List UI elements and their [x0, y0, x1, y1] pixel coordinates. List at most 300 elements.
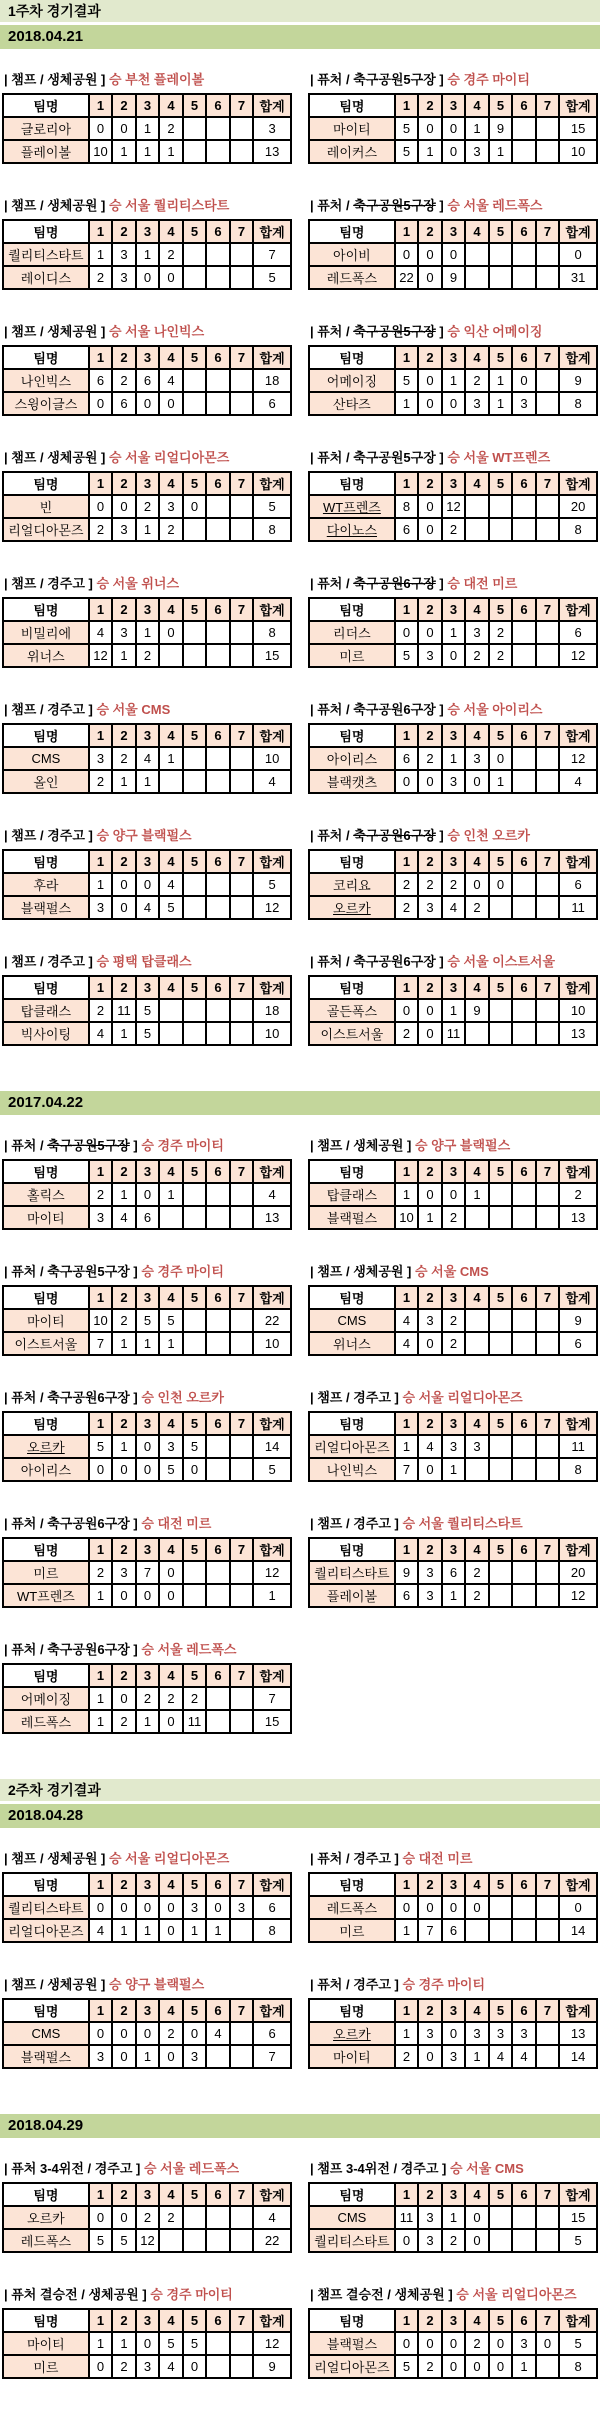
- inning-header-cell: 7: [230, 2309, 253, 2332]
- total-cell: 12: [253, 896, 291, 919]
- score-cell: [536, 2045, 559, 2068]
- total-header-cell: 합계: [559, 1160, 597, 1183]
- total-cell: 13: [559, 2022, 597, 2045]
- table-row: [3, 266, 291, 289]
- score-cell: 0: [442, 140, 465, 163]
- league-suffix-label: ]: [390, 1516, 403, 1531]
- score-cell: [489, 266, 512, 289]
- win-label: 승 서울 리얼디아몬즈: [402, 1390, 523, 1405]
- table-row: [309, 1896, 597, 1919]
- score-cell: 1: [395, 1435, 418, 1458]
- league-prefix-label: | 챔프 /: [4, 1977, 48, 1992]
- score-cell: 1: [442, 369, 465, 392]
- total-header-cell: 합계: [559, 94, 597, 117]
- team-header-cell: 팀명: [309, 1538, 395, 1561]
- win-label: 승 서울 리얼디아몬즈: [109, 1851, 230, 1866]
- league-suffix-label: ]: [435, 828, 448, 843]
- score-table-body: [3, 243, 291, 289]
- inning-header-cell: 4: [159, 472, 182, 495]
- score-cell: [512, 873, 535, 896]
- score-cell: [206, 1710, 229, 1733]
- header-row: [3, 472, 291, 495]
- right-column: [300, 69, 600, 1077]
- score-cell: [183, 117, 206, 140]
- score-cell: 4: [395, 1309, 418, 1332]
- score-cell: 3: [159, 1435, 182, 1458]
- score-cell: 0: [112, 2206, 135, 2229]
- inning-header-cell: 4: [465, 2309, 488, 2332]
- score-cell: 3: [112, 243, 135, 266]
- score-cell: 1: [112, 644, 135, 667]
- inning-header-cell: 2: [112, 1999, 135, 2022]
- score-cell: 1: [489, 369, 512, 392]
- inning-header-cell: 5: [489, 1286, 512, 1309]
- league-suffix-label: ]: [84, 954, 97, 969]
- score-cell: 0: [418, 266, 441, 289]
- inning-header-cell: 7: [230, 850, 253, 873]
- inning-header-cell: 6: [512, 472, 535, 495]
- inning-header-cell: 3: [442, 598, 465, 621]
- table-row: [3, 117, 291, 140]
- team-name-cell: 플레이볼: [3, 140, 89, 163]
- league-prefix-label: | 챔프 /: [310, 1516, 354, 1531]
- score-cell: 1: [489, 140, 512, 163]
- win-label: 승 양구 블랙펄스: [415, 1138, 511, 1153]
- score-cell: 3: [512, 392, 535, 415]
- match-caption: [4, 2158, 294, 2177]
- score-cell: 6: [442, 1919, 465, 1942]
- score-cell: 0: [183, 2022, 206, 2045]
- score-table: [2, 1285, 292, 1356]
- league-suffix-label: ]: [129, 1642, 142, 1657]
- score-table: [308, 2308, 598, 2379]
- inning-header-cell: 6: [512, 2309, 535, 2332]
- table-row: [309, 621, 597, 644]
- inning-header-cell: 3: [136, 1286, 159, 1309]
- inning-header-cell: 5: [183, 220, 206, 243]
- inning-header-cell: 5: [489, 1999, 512, 2022]
- team-name-link[interactable]: 다이노스: [309, 518, 395, 541]
- score-cell: [489, 1435, 512, 1458]
- score-cell: 4: [159, 369, 182, 392]
- score-cell: [512, 2229, 535, 2252]
- score-cell: 2: [442, 873, 465, 896]
- score-cell: 1: [89, 1710, 112, 1733]
- score-cell: [206, 2332, 229, 2355]
- inning-header-cell: 1: [395, 2183, 418, 2206]
- score-cell: [536, 2022, 559, 2045]
- score-cell: 5: [395, 117, 418, 140]
- total-header-cell: 합계: [253, 220, 291, 243]
- match-caption: [310, 1135, 598, 1154]
- inning-header-cell: 3: [442, 1160, 465, 1183]
- match-columns: [0, 1115, 600, 1765]
- inning-header-cell: 7: [230, 1286, 253, 1309]
- win-label: 승 서울 리얼디아몬즈: [109, 450, 230, 465]
- score-cell: 22: [395, 266, 418, 289]
- score-cell: [230, 1687, 253, 1710]
- score-cell: 0: [159, 266, 182, 289]
- team-name-cell: 스윙이글스: [3, 392, 89, 415]
- score-cell: 3: [465, 2022, 488, 2045]
- score-cell: 4: [159, 873, 182, 896]
- match-block: [308, 699, 598, 794]
- score-cell: [489, 1561, 512, 1584]
- team-name-link[interactable]: WT프렌즈: [309, 495, 395, 518]
- inning-header-cell: 4: [159, 1286, 182, 1309]
- league-prefix-label: | 퓨처 /: [310, 954, 354, 969]
- score-table-body: [3, 1435, 291, 1481]
- league-prefix-label: | 퓨처 결승전 /: [4, 2287, 89, 2302]
- table-row: [309, 2206, 597, 2229]
- team-name-cell: 퀄리티스타트: [309, 2229, 395, 2252]
- team-header-cell: 팀명: [3, 346, 89, 369]
- score-cell: [465, 243, 488, 266]
- score-cell: 2: [418, 873, 441, 896]
- score-cell: 3: [89, 1206, 112, 1229]
- table-row: [3, 621, 291, 644]
- score-cell: 1: [136, 243, 159, 266]
- score-cell: 1: [183, 1919, 206, 1942]
- inning-header-cell: 5: [489, 598, 512, 621]
- score-cell: 4: [206, 2022, 229, 2045]
- inning-header-cell: 4: [159, 976, 182, 999]
- score-table: [308, 849, 598, 920]
- team-name-cell: 어메이징: [309, 369, 395, 392]
- inning-header-cell: 2: [418, 850, 441, 873]
- team-name-link[interactable]: 오르카: [3, 1435, 89, 1458]
- score-cell: 1: [112, 1435, 135, 1458]
- table-row: [3, 369, 291, 392]
- inning-header-cell: 6: [206, 346, 229, 369]
- team-header-cell: 팀명: [309, 724, 395, 747]
- score-cell: 0: [112, 2045, 135, 2068]
- league-suffix-label: ]: [438, 2161, 450, 2176]
- inning-header-cell: 6: [512, 1538, 535, 1561]
- win-label: 승 서울 CMS: [415, 1264, 489, 1279]
- score-cell: [206, 1206, 229, 1229]
- score-cell: 2: [465, 1561, 488, 1584]
- match-caption: [4, 1387, 294, 1406]
- header-row: [3, 976, 291, 999]
- league-suffix-label: ]: [435, 324, 448, 339]
- inning-header-cell: 2: [418, 1160, 441, 1183]
- match-caption: [310, 1387, 598, 1406]
- inning-header-cell: 5: [183, 2309, 206, 2332]
- inning-header-cell: 7: [230, 346, 253, 369]
- score-cell: [536, 770, 559, 793]
- league-suffix-label: ]: [132, 2161, 144, 2176]
- win-label: 승 서울 레드폭스: [143, 2161, 240, 2176]
- score-cell: [230, 1458, 253, 1481]
- inning-header-cell: 3: [442, 346, 465, 369]
- team-name-cell: 미르: [3, 1561, 89, 1584]
- match-block: [2, 195, 294, 290]
- score-cell: 2: [489, 644, 512, 667]
- inning-header-cell: 3: [442, 2309, 465, 2332]
- score-cell: [206, 1561, 229, 1584]
- team-name-cell: 이스트서울: [309, 1022, 395, 1045]
- score-cell: 0: [418, 2332, 441, 2355]
- team-name-link[interactable]: 오르카: [309, 896, 395, 919]
- total-cell: 8: [253, 621, 291, 644]
- score-cell: 0: [418, 621, 441, 644]
- score-cell: 0: [112, 495, 135, 518]
- score-cell: 9: [395, 1561, 418, 1584]
- team-name-cell: 마이티: [3, 2332, 89, 2355]
- score-cell: 2: [136, 2206, 159, 2229]
- team-name-cell: 빈: [3, 495, 89, 518]
- match-caption: [310, 69, 598, 88]
- team-name-link[interactable]: 오르카: [309, 2022, 395, 2045]
- score-cell: [183, 1022, 206, 1045]
- score-cell: 10: [89, 140, 112, 163]
- score-cell: [536, 747, 559, 770]
- total-header-cell: 합계: [559, 976, 597, 999]
- inning-header-cell: 1: [395, 1286, 418, 1309]
- score-cell: 5: [159, 1458, 182, 1481]
- win-label: 승 인천 오르카: [141, 1390, 224, 1405]
- inning-header-cell: 7: [536, 724, 559, 747]
- score-cell: 0: [442, 243, 465, 266]
- inning-header-cell: 7: [536, 598, 559, 621]
- inning-header-cell: 6: [512, 1873, 535, 1896]
- inning-header-cell: 6: [206, 1286, 229, 1309]
- score-cell: [183, 392, 206, 415]
- score-cell: [536, 1458, 559, 1481]
- score-cell: 0: [112, 1896, 135, 1919]
- score-cell: 1: [136, 117, 159, 140]
- inning-header-cell: 5: [183, 1873, 206, 1896]
- league-suffix-label: ]: [403, 1138, 415, 1153]
- total-cell: 6: [559, 1332, 597, 1355]
- total-cell: 8: [559, 2355, 597, 2378]
- score-cell: [206, 1183, 229, 1206]
- header-row: [3, 1664, 291, 1687]
- score-cell: [536, 621, 559, 644]
- league-prefix-label: | 챔프 결승전 /: [310, 2287, 395, 2302]
- match-block: [2, 573, 294, 668]
- inning-header-cell: 6: [512, 346, 535, 369]
- total-header-cell: 합계: [253, 472, 291, 495]
- score-cell: 1: [136, 2045, 159, 2068]
- team-name-cell: 퀄리티스타트: [3, 1896, 89, 1919]
- score-cell: 2: [183, 1687, 206, 1710]
- score-cell: 0: [89, 392, 112, 415]
- inning-header-cell: 5: [489, 1873, 512, 1896]
- score-cell: 3: [465, 621, 488, 644]
- match-caption: [310, 573, 598, 592]
- inning-header-cell: 1: [89, 1412, 112, 1435]
- total-cell: 12: [559, 1584, 597, 1607]
- league-prefix-label: | 퓨처 /: [4, 1264, 48, 1279]
- team-name-cell: 홀릭스: [3, 1183, 89, 1206]
- inning-header-cell: 5: [489, 976, 512, 999]
- score-table: [2, 1998, 292, 2069]
- team-name-cell: 리얼디아몬즈: [3, 1919, 89, 1942]
- score-cell: 0: [183, 1458, 206, 1481]
- venue-label: 경주고: [353, 1516, 391, 1531]
- inning-header-cell: 5: [489, 1412, 512, 1435]
- total-cell: 8: [559, 518, 597, 541]
- total-cell: 13: [253, 1206, 291, 1229]
- inning-header-cell: 1: [395, 472, 418, 495]
- score-cell: [230, 1309, 253, 1332]
- score-cell: 7: [89, 1332, 112, 1355]
- results-section: [0, 2114, 600, 2410]
- score-cell: 5: [136, 1309, 159, 1332]
- score-cell: 12: [89, 644, 112, 667]
- total-cell: 12: [253, 2332, 291, 2355]
- score-cell: 0: [489, 2332, 512, 2355]
- score-cell: [230, 495, 253, 518]
- score-cell: 5: [395, 369, 418, 392]
- score-cell: [206, 1584, 229, 1607]
- score-table-body: [309, 1435, 597, 1481]
- team-name-cell: 리얼디아몬즈: [3, 518, 89, 541]
- table-row: [3, 2229, 291, 2252]
- win-label: 승 경주 마이티: [150, 2287, 233, 2302]
- inning-header-cell: 4: [159, 94, 182, 117]
- team-name-cell: 후라: [3, 873, 89, 896]
- score-cell: 2: [395, 1022, 418, 1045]
- score-cell: [230, 243, 253, 266]
- score-cell: 1: [159, 140, 182, 163]
- score-table: [308, 345, 598, 416]
- score-table-body: [3, 747, 291, 793]
- total-cell: 6: [253, 2022, 291, 2045]
- score-table-body: [309, 2022, 597, 2068]
- inning-header-cell: 2: [418, 94, 441, 117]
- inning-header-cell: 1: [395, 220, 418, 243]
- score-cell: [230, 1183, 253, 1206]
- inning-header-cell: 2: [418, 2183, 441, 2206]
- inning-header-cell: 1: [89, 1538, 112, 1561]
- score-cell: [536, 140, 559, 163]
- score-cell: 1: [442, 2206, 465, 2229]
- score-cell: 1: [442, 1584, 465, 1607]
- inning-header-cell: 1: [395, 346, 418, 369]
- score-cell: [465, 1332, 488, 1355]
- score-cell: [489, 1022, 512, 1045]
- table-row: [309, 1584, 597, 1607]
- inning-header-cell: 3: [136, 2309, 159, 2332]
- score-cell: 0: [395, 2229, 418, 2252]
- score-cell: 0: [442, 117, 465, 140]
- score-cell: [536, 1332, 559, 1355]
- score-cell: 1: [89, 243, 112, 266]
- score-table-body: [309, 1309, 597, 1355]
- score-cell: [512, 1435, 535, 1458]
- league-suffix-label: ]: [390, 1851, 403, 1866]
- score-cell: 0: [159, 2045, 182, 2068]
- team-name-cell: 퀄리티스타트: [3, 243, 89, 266]
- inning-header-cell: 5: [183, 850, 206, 873]
- team-name-cell: 레드폭스: [3, 2229, 89, 2252]
- score-cell: 3: [183, 1896, 206, 1919]
- team-name-cell: CMS: [3, 2022, 89, 2045]
- score-table-body: [309, 117, 597, 163]
- league-prefix-label: | 챔프 /: [4, 828, 48, 843]
- score-cell: 1: [112, 1022, 135, 1045]
- score-cell: 0: [136, 1458, 159, 1481]
- venue-label: 경주고: [353, 1390, 391, 1405]
- inning-header-cell: 6: [206, 220, 229, 243]
- inning-header-cell: 7: [230, 220, 253, 243]
- league-prefix-label: | 퓨처 /: [310, 576, 354, 591]
- match-block: [2, 69, 294, 164]
- score-cell: 1: [418, 1206, 441, 1229]
- inning-header-cell: 5: [489, 1160, 512, 1183]
- match-caption: [4, 699, 294, 718]
- score-cell: [230, 369, 253, 392]
- team-name-cell: 위너스: [3, 644, 89, 667]
- inning-header-cell: 6: [512, 220, 535, 243]
- score-cell: 3: [418, 644, 441, 667]
- team-name-cell: 블랙펄스: [3, 896, 89, 919]
- score-cell: 3: [112, 266, 135, 289]
- inning-header-cell: 2: [418, 1412, 441, 1435]
- league-suffix-label: ]: [138, 2287, 151, 2302]
- score-cell: 2: [442, 518, 465, 541]
- inning-header-cell: 2: [418, 2309, 441, 2332]
- inning-header-cell: 1: [89, 220, 112, 243]
- score-cell: [206, 243, 229, 266]
- team-header-cell: 팀명: [3, 2309, 89, 2332]
- team-header-cell: 팀명: [309, 976, 395, 999]
- score-cell: 5: [395, 644, 418, 667]
- score-cell: 1: [136, 1919, 159, 1942]
- score-cell: 1: [442, 621, 465, 644]
- score-cell: [465, 1309, 488, 1332]
- total-header-cell: 합계: [253, 598, 291, 621]
- league-suffix-label: ]: [435, 72, 448, 87]
- inning-header-cell: 6: [206, 1160, 229, 1183]
- inning-header-cell: 7: [536, 1412, 559, 1435]
- score-cell: 1: [159, 1183, 182, 1206]
- score-cell: 0: [418, 369, 441, 392]
- league-suffix-label: ]: [97, 1977, 109, 1992]
- score-cell: 0: [159, 392, 182, 415]
- score-cell: 1: [395, 1919, 418, 1942]
- inning-header-cell: 2: [112, 472, 135, 495]
- match-caption: [4, 2284, 294, 2303]
- match-block: [308, 321, 598, 416]
- score-cell: [230, 999, 253, 1022]
- venue-label: 축구공원6구장: [47, 1390, 130, 1405]
- league-suffix-label: ]: [97, 1851, 109, 1866]
- match-caption: [310, 1848, 598, 1867]
- score-cell: [512, 1561, 535, 1584]
- match-caption: [310, 2158, 598, 2177]
- inning-header-cell: 3: [442, 1538, 465, 1561]
- match-block: [2, 1135, 294, 1230]
- league-suffix-label: ]: [435, 702, 448, 717]
- total-cell: 2: [559, 1183, 597, 1206]
- league-suffix-label: ]: [403, 1264, 415, 1279]
- team-name-cell: 레드폭스: [309, 1896, 395, 1919]
- inning-header-cell: 3: [136, 472, 159, 495]
- score-cell: 0: [512, 369, 535, 392]
- match-caption: [310, 447, 598, 466]
- inning-header-cell: 4: [159, 1160, 182, 1183]
- score-table-body: [309, 621, 597, 667]
- win-label: 승 서울 CMS: [96, 702, 171, 717]
- score-table-body: [309, 2206, 597, 2252]
- match-block: [308, 2284, 598, 2379]
- inning-header-cell: 6: [206, 1412, 229, 1435]
- score-cell: 2: [159, 117, 182, 140]
